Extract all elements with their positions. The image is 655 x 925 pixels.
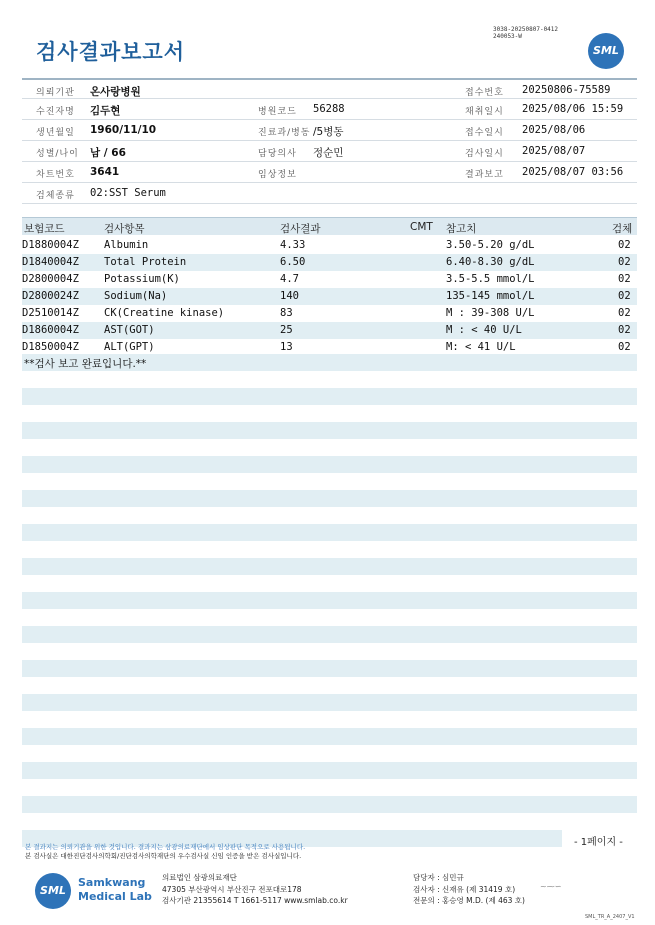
cell-result: 13 (280, 341, 293, 353)
name-label: 수진자명 (36, 107, 75, 117)
signature-icon: ~⁓∽ (540, 882, 562, 891)
hospital-label: 의뢰기관 (36, 88, 75, 98)
info-row-sex-age (22, 141, 637, 162)
footer-notice-2: 본 검사실은 대한진단검사의학회/진단검사의학재단의 우수검사실 신임 인증을 받은 검사실입니다. (25, 852, 302, 860)
report-title: 검사결과보고서 (36, 40, 186, 64)
footer-address-3: 검사기관 21355614 T 1661-5117 www.smlab.co.kr (162, 896, 348, 905)
table-row (22, 288, 637, 305)
footer-staff-1: 담당자 : 심민규 (413, 873, 464, 882)
table-row (22, 322, 637, 339)
birth-label: 생년월일 (36, 128, 75, 138)
cell-code: D1860004Z (22, 324, 79, 336)
cell-result: 4.7 (280, 273, 299, 285)
empty-stripe (22, 422, 637, 439)
document-code (493, 26, 558, 40)
cell-result: 4.33 (280, 239, 306, 251)
cell-item: Albumin (104, 239, 149, 251)
receipt-no-label: 접수번호 (465, 88, 504, 98)
info-row-specimen (22, 183, 637, 204)
cell-item: AST(GOT) (104, 324, 155, 336)
info-row-birth (22, 120, 637, 141)
sml-logo-icon: SML (588, 33, 624, 69)
cell-specimen: 02 (618, 307, 631, 319)
empty-stripe (22, 626, 637, 643)
empty-stripe (22, 490, 637, 507)
cell-item: Sodium(Na) (104, 290, 168, 302)
cell-specimen: 02 (618, 256, 631, 268)
doctor-label: 담당의사 (258, 149, 297, 159)
cell-code: D2510014Z (22, 307, 79, 319)
cell-result: 25 (280, 324, 293, 336)
table-row (22, 271, 637, 288)
header-code: 보험코드 (24, 223, 65, 235)
sml-footer-logo-icon: SML (35, 873, 71, 909)
specimen-label: 검체종류 (36, 191, 75, 201)
cell-item: Potassium(K) (104, 273, 180, 285)
cell-specimen: 02 (618, 239, 631, 251)
cell-code: D2800024Z (22, 290, 79, 302)
cell-specimen: 02 (618, 341, 631, 353)
hospital-value: 온사랑병원 (90, 86, 141, 98)
hospital-code-value: 56288 (313, 103, 345, 115)
chart-no-label: 차트번호 (36, 170, 75, 180)
page-number: - 1페이지 - (574, 837, 623, 848)
header-cmt: CMT (410, 221, 433, 233)
empty-stripe (22, 694, 637, 711)
cell-ref: 3.5-5.5 mmol/L (446, 273, 535, 285)
table-row (22, 237, 637, 254)
cell-result: 83 (280, 307, 293, 319)
cell-code: D1880004Z (22, 239, 79, 251)
test-date-value: 2025/08/07 (522, 145, 586, 157)
table-row (22, 254, 637, 271)
report-date-value: 2025/08/07 03:56 (522, 166, 624, 178)
footer-staff-3: 전문의 : 홍승영 M.D. (제 463 호) (413, 896, 525, 905)
form-code: SML_TR_A_2407_V1 (585, 914, 635, 920)
header-item: 검사항목 (104, 223, 145, 235)
cell-item: ALT(GPT) (104, 341, 155, 353)
receipt-date-label: 접수일시 (465, 128, 504, 138)
brand-line-2: Medical Lab (78, 890, 152, 903)
footer-address-1: 의료법인 삼광의료재단 (162, 873, 237, 882)
brand-line-1: Samkwang (78, 876, 146, 889)
sex-age-label: 성별/나이 (36, 149, 79, 159)
cell-ref: M: < 41 U/L (446, 341, 516, 353)
cell-ref: 135-145 mmol/L (446, 290, 535, 302)
info-row-hospital (22, 78, 637, 99)
footer-brand (78, 876, 152, 904)
empty-stripe (22, 796, 637, 813)
header-result: 검사결과 (280, 223, 321, 235)
collect-date-value: 2025/08/06 15:59 (522, 103, 624, 115)
receipt-date-value: 2025/08/06 (522, 124, 586, 136)
collect-date-label: 채취일시 (465, 107, 504, 117)
header-specimen: 검체 (612, 223, 633, 235)
header-ref: 참고치 (446, 223, 477, 235)
cell-item: Total Protein (104, 256, 187, 268)
clinical-label: 임상정보 (258, 170, 297, 180)
empty-stripe (22, 388, 637, 405)
cell-ref: 6.40-8.30 g/dL (446, 256, 535, 268)
results-table-header (22, 217, 637, 235)
cell-code: D2800004Z (22, 273, 79, 285)
empty-stripe (22, 762, 637, 779)
hospital-code-label: 병원코드 (258, 107, 297, 117)
cell-ref: M : < 40 U/L (446, 324, 522, 336)
birth-value: 1960/11/10 (90, 124, 157, 136)
report-complete-note: **검사 보고 완료입니다.** (24, 358, 147, 370)
footer-address-2: 47305 부산광역시 부산진구 전포대로178 (162, 885, 302, 894)
cell-result: 140 (280, 290, 299, 302)
doctor-value: 정순민 (313, 147, 344, 159)
empty-stripe (22, 660, 637, 677)
sex-age-value: 남 / 66 (90, 147, 126, 159)
chart-no-value: 3641 (90, 166, 120, 178)
table-row (22, 305, 637, 322)
report-date-label: 결과보고 (465, 170, 504, 180)
empty-stripe (22, 558, 637, 575)
dept-value: /5병동 (313, 126, 344, 138)
specimen-value: 02:SST Serum (90, 187, 166, 199)
info-row-chart (22, 162, 637, 183)
name-value: 김두현 (90, 105, 121, 117)
cell-result: 6.50 (280, 256, 306, 268)
document-code-line1: 3038-20250807-0412 (493, 26, 559, 33)
cell-specimen: 02 (618, 324, 631, 336)
cell-specimen: 02 (618, 273, 631, 285)
cell-ref: 3.50-5.20 g/dL (446, 239, 535, 251)
cell-code: D1840004Z (22, 256, 79, 268)
cell-item: CK(Creatine kinase) (104, 307, 225, 319)
empty-stripe (22, 728, 637, 745)
info-row-name (22, 99, 637, 120)
footer-notice-1: 본 결과지는 의뢰기관을 위한 것입니다. 결과지는 삼광의료재단에서 임상판단 목적으로 사용됩니다. (25, 843, 306, 851)
empty-stripe (22, 456, 637, 473)
empty-stripe (22, 592, 637, 609)
empty-stripe (22, 524, 637, 541)
test-date-label: 검사일시 (465, 149, 504, 159)
receipt-no-value: 20250806-75589 (522, 84, 611, 96)
cell-code: D1850004Z (22, 341, 79, 353)
footer-staff-2: 검사자 : 신재유 (제 31419 호) (413, 885, 516, 894)
document-code-line2: 240053-W (493, 33, 522, 40)
dept-label: 진료과/병동 (258, 128, 311, 138)
cell-specimen: 02 (618, 290, 631, 302)
cell-ref: M : 39-308 U/L (446, 307, 535, 319)
